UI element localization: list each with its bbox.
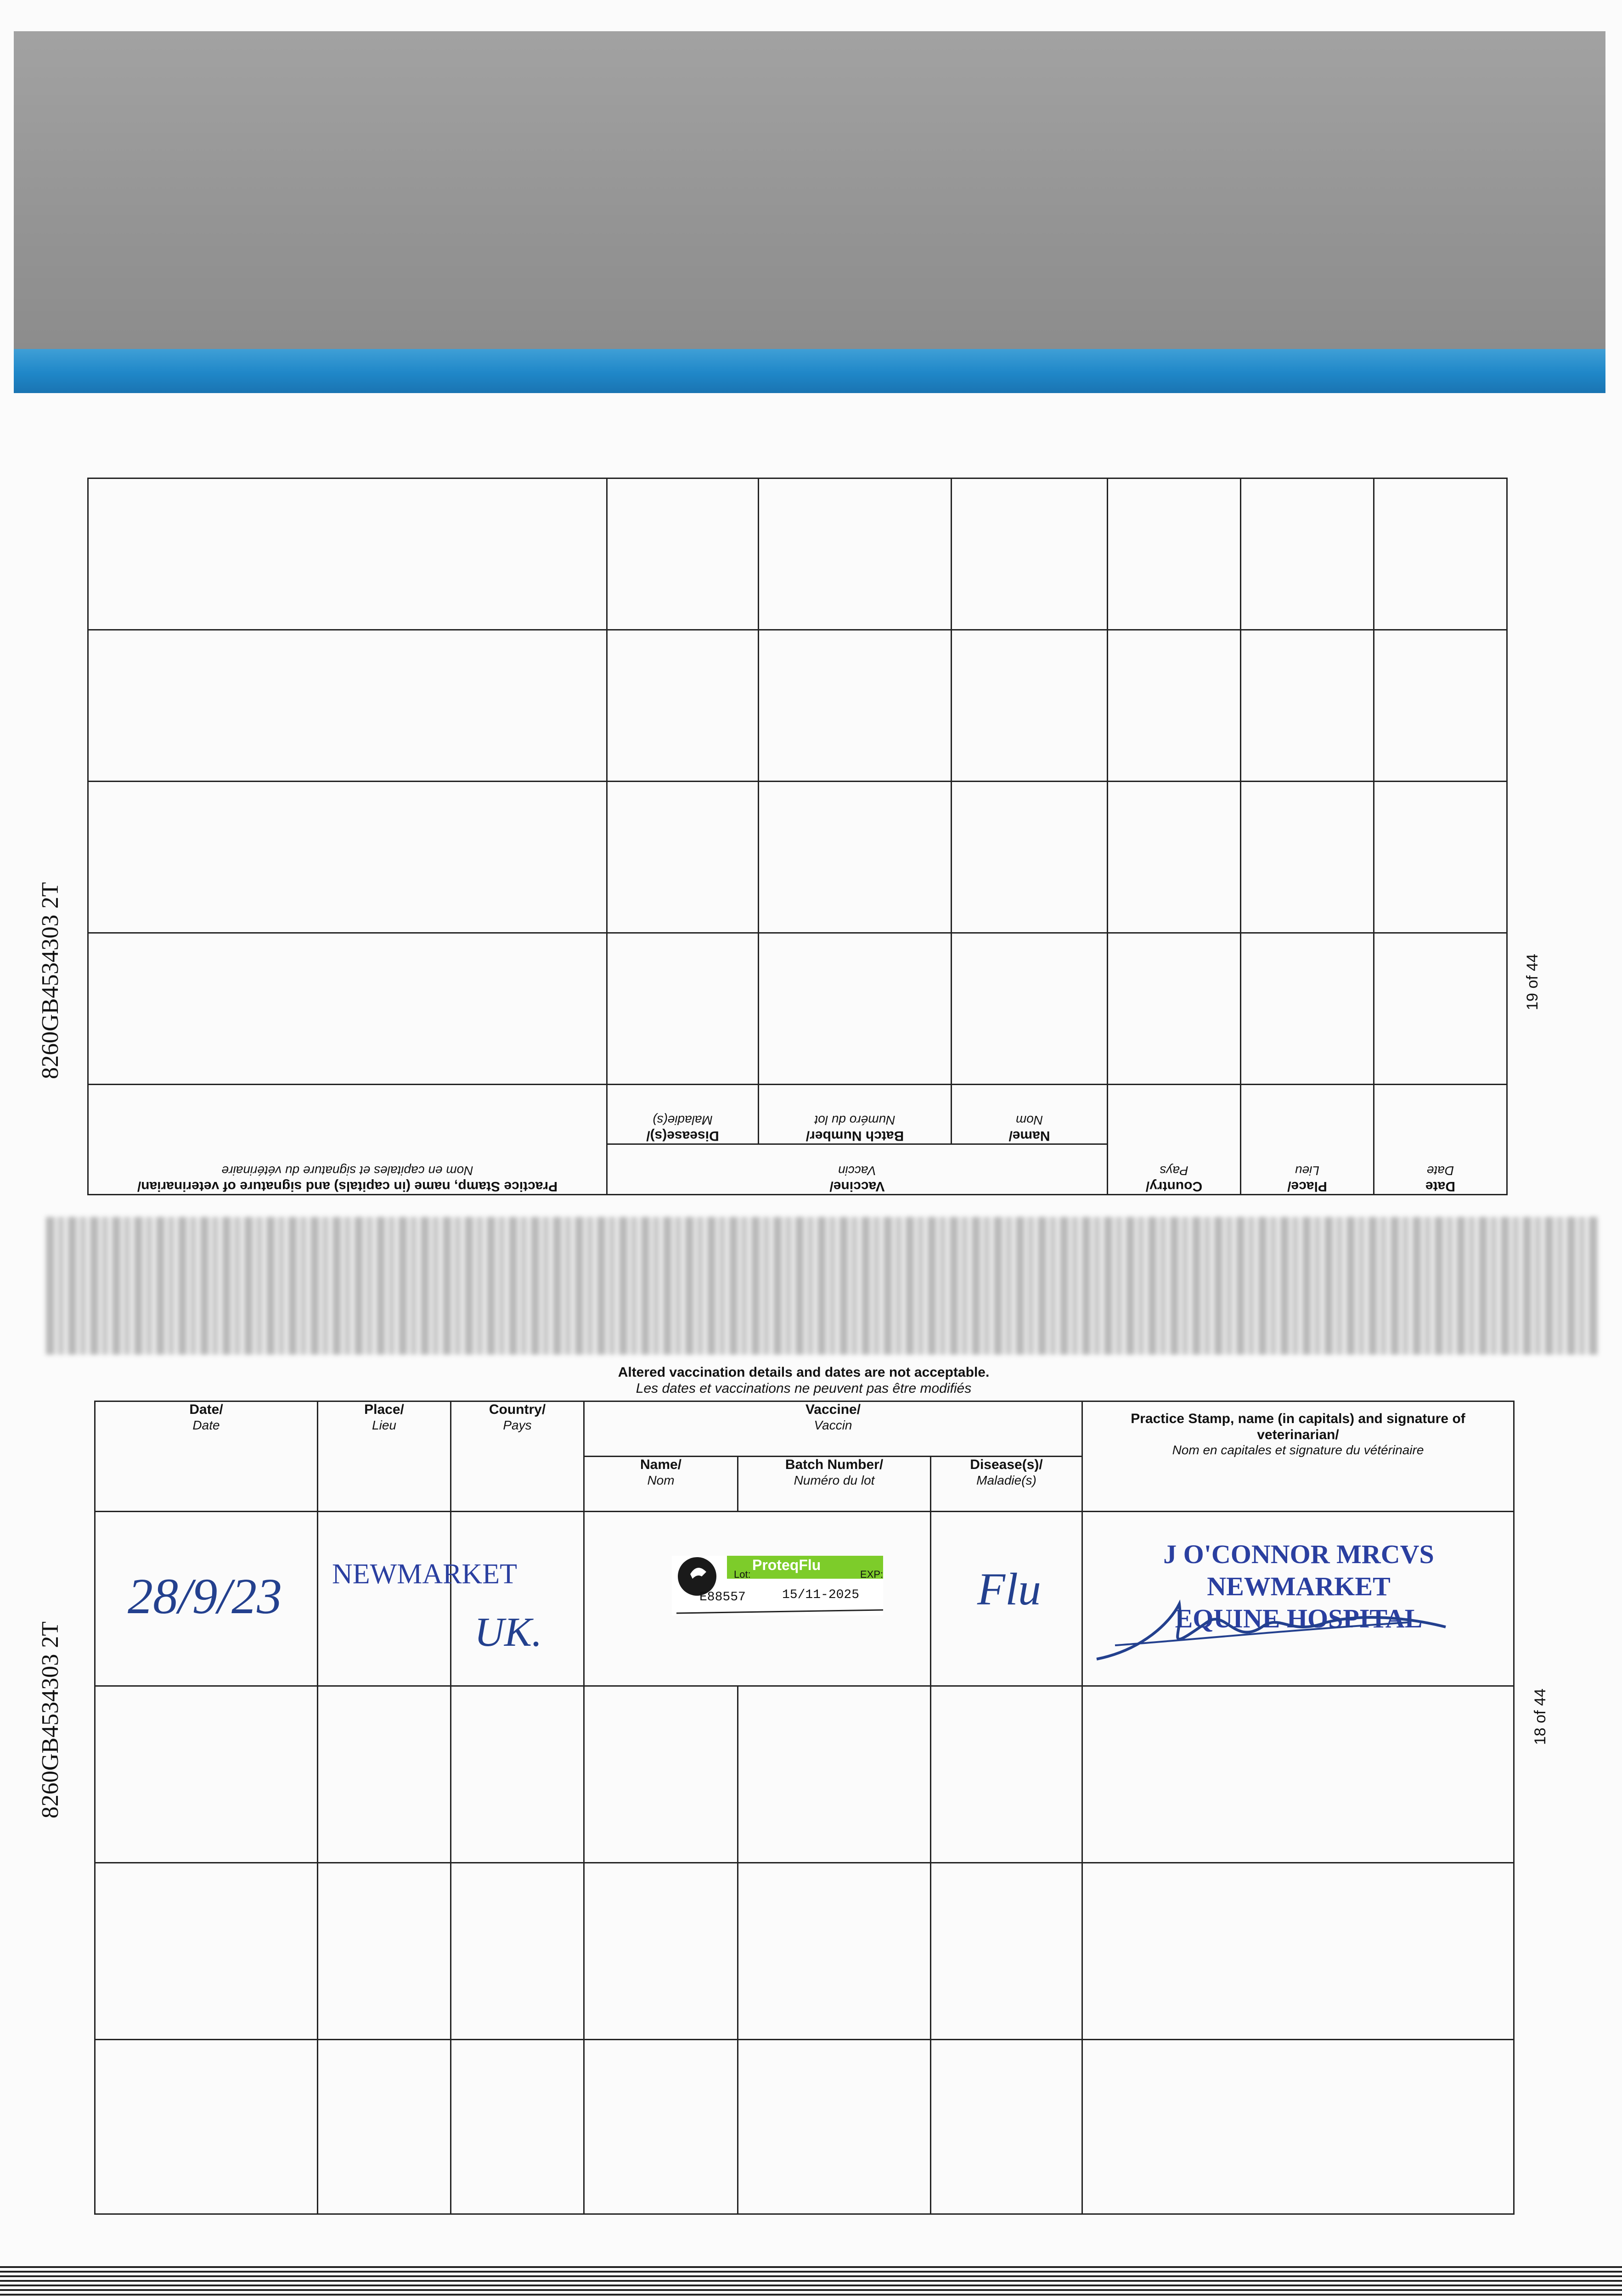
header-date: Date/ Date <box>95 1401 318 1512</box>
entry-stamp-cell <box>1082 1512 1514 1686</box>
header-vaccine: Vaccine/ Vaccin <box>584 1401 1082 1457</box>
sticker-lot: E88557 <box>699 1590 746 1604</box>
stamp-line-3: EQUINE HOSPITAL <box>1175 1604 1423 1633</box>
table-row <box>95 1863 1514 2040</box>
header-stamp: Practice Stamp, name (in capitals) and signature of veterinarian/ Nom en capitales et signature du vétérinaire <box>1082 1401 1514 1512</box>
scanner-blue-edge <box>14 349 1605 393</box>
entry-disease-cell <box>931 1512 1082 1686</box>
sticker-brand: ProteqFlu <box>752 1557 821 1573</box>
header-disease: Disease(s)/ Maladie(s) <box>931 1457 1082 1512</box>
header-batch-number: Batch Number/ Numéro du lot <box>759 1085 952 1144</box>
stamp-line-2: NEWMARKET <box>1207 1571 1391 1601</box>
sticker-lot-label: Lot: <box>734 1569 751 1580</box>
header-disease: Disease(s)/ Maladie(s) <box>607 1085 759 1144</box>
entry-disease: Flu <box>977 1564 1041 1615</box>
alteration-notice <box>94 1365 1513 1396</box>
header-stamp: Practice Stamp, name (in capitals) and signature of veterinarian/ Nom en capitales et signature du vétérinaire <box>88 1085 607 1195</box>
blurred-text-fragment <box>46 1217 1598 1355</box>
sticker-exp-label: EXP: <box>860 1569 884 1580</box>
table-row <box>88 782 1507 933</box>
entry-vaccine-cell <box>584 1512 931 1686</box>
vaccination-table-upper <box>87 478 1508 1195</box>
notice-french: Les dates et vaccinations ne peuvent pas être modifiés <box>636 1380 972 1396</box>
stamp-line-1: J O'CONNOR MRCVS <box>1163 1539 1434 1569</box>
table-row <box>88 630 1507 782</box>
header-date: Date Date <box>1374 1085 1507 1195</box>
scanner-edge-bottom <box>0 2266 1622 2296</box>
passport-id-upper: 8260GB4534303 2T <box>37 882 63 1079</box>
header-batch-number: Batch Number/ Numéro du lot <box>738 1457 931 1512</box>
header-vaccine-name: Name/ Nom <box>584 1457 738 1512</box>
header-place: Place/ Lieu <box>318 1401 451 1512</box>
vaccination-table-lower <box>94 1401 1515 2215</box>
table-row <box>88 933 1507 1085</box>
entry-country-cell <box>451 1512 584 1686</box>
header-vaccine-name: Name/ Nom <box>952 1085 1108 1144</box>
header-vaccine: Vaccine/ Vaccin <box>607 1144 1108 1195</box>
entry-country: UK. <box>474 1609 542 1655</box>
page-number-lower: 18 of 44 <box>1532 1688 1549 1745</box>
sticker-exp: 15/11-2025 <box>782 1588 860 1602</box>
table-row <box>95 1512 1514 1686</box>
table-row <box>88 478 1507 630</box>
table-row <box>95 2040 1514 2214</box>
header-country: Country/ Pays <box>451 1401 584 1512</box>
entry-date: 28/9/23 <box>128 1568 282 1624</box>
scanner-shadow-top <box>14 31 1605 353</box>
header-place: Place/ Lieu <box>1241 1085 1374 1195</box>
signature <box>1087 1595 1455 1668</box>
passport-id-lower: 8260GB4534303 2T <box>37 1621 63 1818</box>
entry-date-cell <box>95 1512 318 1686</box>
entry-place: NEWMARKET <box>332 1559 517 1590</box>
header-country: Country/ Pays <box>1108 1085 1241 1195</box>
vaccine-sticker <box>672 1556 883 1615</box>
page-number-upper: 19 of 44 <box>1524 954 1541 1010</box>
notice-english: Altered vaccination details and dates are not acceptable. <box>618 1365 990 1380</box>
table-row <box>95 1686 1514 1863</box>
